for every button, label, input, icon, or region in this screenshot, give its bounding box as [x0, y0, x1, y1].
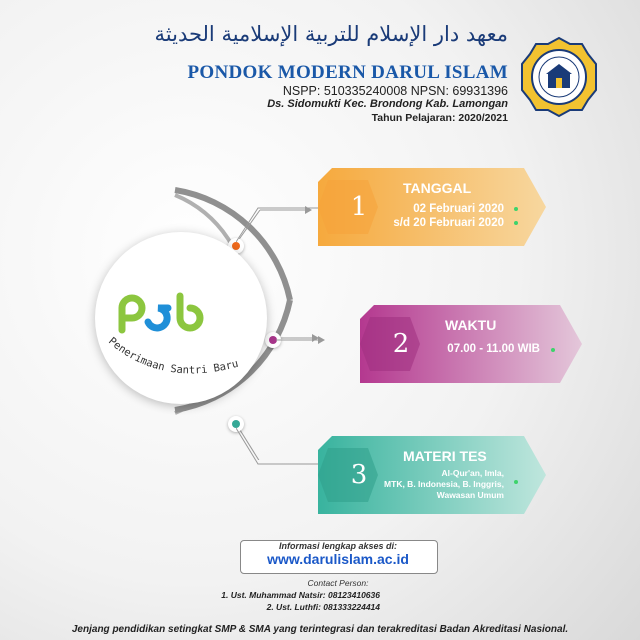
step-number-1: 1: [350, 192, 368, 222]
step-title-2: WAKTU: [445, 317, 497, 333]
bullet-dot: [514, 221, 518, 225]
website-link[interactable]: www.darulislam.ac.id: [267, 551, 409, 567]
step-3-line-1: Al-Qur'an, Imla,: [441, 468, 504, 478]
contact-label: Contact Person:: [307, 578, 369, 588]
school-name: PONDOK MODERN DARUL ISLAM: [187, 62, 508, 83]
school-address: Ds. Sidomukti Kec. Brondong Kab. Lamongan: [267, 98, 508, 110]
step-title-1: TANGGAL: [403, 180, 472, 196]
arabic-school-name: معهد دار الإسلام للتربية الإسلامية الحديثة: [154, 22, 508, 46]
bullet-dot: [514, 207, 518, 211]
step-card-1: [318, 168, 546, 246]
psb-caption-text: Penerimaan Santri Baru: [106, 335, 240, 377]
step-title-3: MATERI TES: [403, 448, 487, 464]
psb-caption: [98, 332, 268, 402]
step-number-3: 3: [350, 460, 368, 490]
step-1-line-2: s/d 20 Februari 2020: [393, 217, 504, 229]
svg-text:Penerimaan Santri Baru: [106, 335, 240, 376]
step-card-2: [360, 305, 582, 383]
school-logo: [518, 36, 600, 118]
step-1-line-1: 02 Februari 2020: [413, 203, 504, 215]
nspp-npsn: NSPP: 510335240008 NPSN: 69931396: [282, 84, 508, 98]
bullet-dot: [551, 348, 555, 352]
step-number-2: 2: [392, 329, 410, 359]
info-label: Informasi lengkap akses di:: [278, 541, 398, 551]
step-card-3: [318, 436, 546, 514]
contact-person-2: 2. Ust. Luthfi: 081333224414: [266, 602, 380, 612]
step-3-line-2: MTK, B. Indonesia, B. Inggris,: [384, 479, 504, 489]
contact-person-1: 1. Ust. Muhammad Natsir: 08123410636: [221, 590, 380, 600]
academic-year: Tahun Pelajaran: 2020/2021: [371, 112, 508, 124]
step-2-line-1: 07.00 - 11.00 WIB: [447, 343, 540, 355]
footer-tagline: Jenjang pendidikan setingkat SMP & SMA yang terintegrasi dan terakreditasi Badan Akreditasi Nasional.: [71, 624, 569, 635]
bullet-dot: [514, 480, 518, 484]
step-3-line-3: Wawasan Umum: [436, 490, 504, 500]
